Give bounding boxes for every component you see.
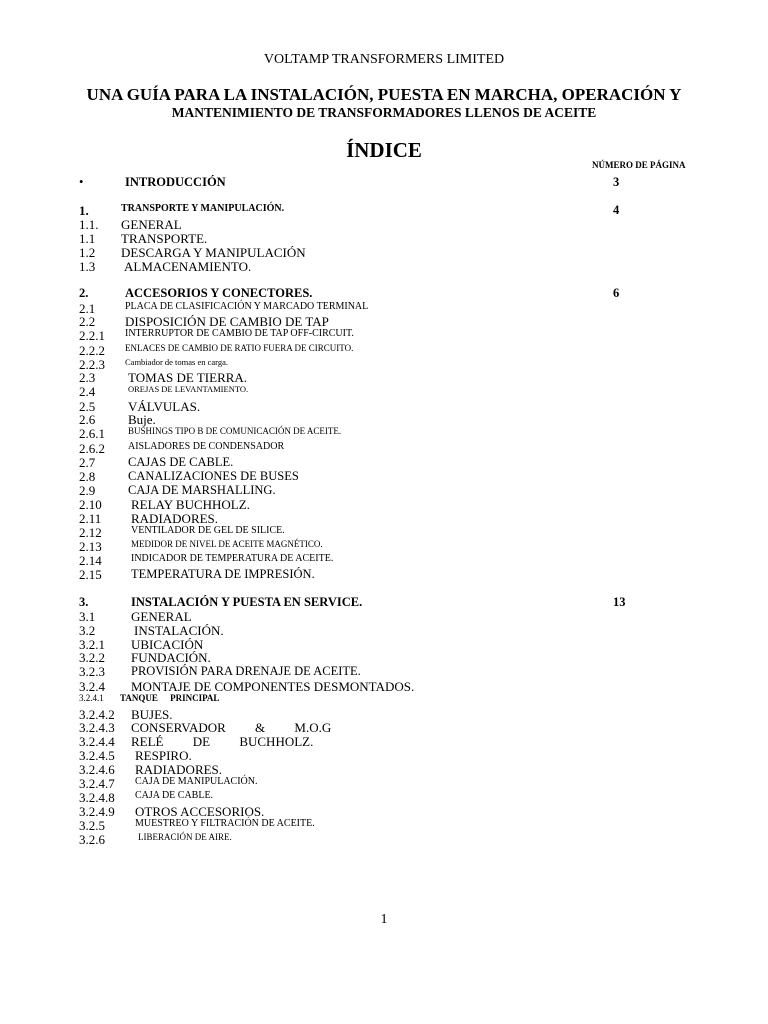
toc-label: RESPIRO. bbox=[135, 748, 192, 763]
toc-label: CAJA DE MANIPULACIÓN. bbox=[135, 776, 258, 787]
toc-number: 3.2.4.9 bbox=[79, 804, 115, 819]
toc-label: TOMAS DE TIERRA. bbox=[128, 370, 248, 385]
toc-label: TRANSPORTE Y MANIPULACIÓN. bbox=[121, 203, 285, 214]
toc-label: TANQUE PRINCIPAL bbox=[120, 693, 220, 703]
toc-number: 2.2.1 bbox=[79, 328, 105, 343]
document-title-line-2: MANTENIMIENTO DE TRANSFORMADORES LLENOS DE ACEITE bbox=[171, 105, 597, 120]
toc-label: ACCESORIOS Y CONECTORES. bbox=[125, 286, 313, 300]
toc-number: 3.1 bbox=[79, 609, 96, 624]
toc-number: • bbox=[79, 175, 84, 189]
toc-number: 3.2 bbox=[79, 623, 96, 638]
toc-number: 1.1. bbox=[79, 217, 99, 232]
toc-label: AISLADORES DE CONDENSADOR bbox=[128, 441, 285, 452]
index-heading: ÍNDICE bbox=[346, 138, 422, 162]
toc-label: BUJES. bbox=[131, 707, 173, 722]
toc-label: LIBERACIÓN DE AIRE. bbox=[138, 832, 232, 842]
toc-number: 1.2 bbox=[79, 245, 96, 260]
toc-label: INSTALACIÓN. bbox=[134, 623, 224, 638]
toc-number: 3.2.4.4 bbox=[79, 734, 115, 749]
toc-label: RADIADORES. bbox=[131, 511, 219, 526]
toc-number: 2. bbox=[79, 286, 89, 300]
toc-label: GENERAL bbox=[121, 217, 182, 232]
toc-label: INSTALACIÓN Y PUESTA EN SERVICE. bbox=[131, 595, 363, 609]
toc-number: 2.13 bbox=[79, 539, 102, 554]
toc-number: 2.10 bbox=[79, 497, 102, 512]
toc-number: 2.6.2 bbox=[79, 441, 105, 456]
toc-label: INTRODUCCIÓN bbox=[125, 175, 226, 189]
toc-page: 4 bbox=[613, 203, 620, 217]
toc-number: 3.2.4.3 bbox=[79, 720, 115, 735]
page-column-header: NÚMERO DE PÁGINA bbox=[592, 160, 686, 170]
toc-label: OREJAS DE LEVANTAMIENTO. bbox=[128, 384, 249, 394]
toc-label: INDICADOR DE TEMPERATURA DE ACEITE. bbox=[131, 553, 334, 564]
toc-label: TRANSPORTE. bbox=[121, 231, 208, 246]
toc-label: PROVISIÓN PARA DRENAJE DE ACEITE. bbox=[131, 664, 361, 678]
page-number: 1 bbox=[380, 912, 388, 927]
toc-label: RELAY BUCHHOLZ. bbox=[131, 497, 250, 512]
toc-number: 2.9 bbox=[79, 483, 96, 498]
toc-number: 2.3 bbox=[79, 370, 96, 385]
toc-number: 3.2.6 bbox=[79, 832, 105, 847]
toc-number: 3.2.4.2 bbox=[79, 707, 115, 722]
toc-number: 2.8 bbox=[79, 469, 96, 484]
toc-number: 2.15 bbox=[79, 567, 102, 582]
toc-number: 3.2.4.5 bbox=[79, 748, 115, 763]
toc-number: 2.2.2 bbox=[79, 343, 105, 358]
toc-number: 2.6.1 bbox=[79, 426, 105, 441]
toc-label: CAJA DE MARSHALLING. bbox=[128, 483, 276, 497]
toc-number: 2.7 bbox=[79, 455, 96, 470]
toc-label: VÁLVULAS. bbox=[128, 399, 201, 414]
toc-page: 6 bbox=[613, 286, 620, 300]
toc-label: DESCARGA Y MANIPULACIÓN bbox=[121, 245, 306, 260]
toc-number: 1.1 bbox=[79, 231, 96, 246]
toc-label: CAJA DE CABLE. bbox=[135, 790, 214, 801]
toc-number: 2.14 bbox=[79, 553, 102, 568]
toc-label: CAJAS DE CABLE. bbox=[128, 455, 234, 469]
toc-page: 3 bbox=[613, 175, 620, 189]
toc-label: RADIADORES. bbox=[135, 762, 223, 777]
toc-label: BUSHINGS TIPO B DE COMUNICACIÓN DE ACEITE. bbox=[128, 426, 342, 436]
toc-number: 3.2.1 bbox=[79, 637, 105, 652]
toc-number: 2.12 bbox=[79, 525, 102, 540]
toc-label: OTROS ACCESORIOS. bbox=[135, 804, 265, 819]
toc-label: MUESTREO Y FILTRACIÓN DE ACEITE. bbox=[135, 818, 315, 829]
toc-number: 3. bbox=[79, 595, 89, 609]
toc-number: 3.2.4 bbox=[79, 679, 105, 694]
company-name: VOLTAMP TRANSFORMERS LIMITED bbox=[263, 52, 505, 67]
toc-label: ENLACES DE CAMBIO DE RATIO FUERA DE CIRCUITO. bbox=[125, 343, 354, 353]
toc-number: 3.2.4.7 bbox=[79, 776, 115, 791]
toc-label: MEDIDOR DE NIVEL DE ACEITE MAGNÉTICO. bbox=[131, 539, 323, 549]
toc-label: ALMACENAMIENTO. bbox=[124, 259, 252, 274]
toc-number: 1.3 bbox=[79, 259, 96, 274]
toc-label: DISPOSICIÓN DE CAMBIO DE TAP bbox=[125, 314, 329, 329]
toc-number: 2.2 bbox=[79, 314, 96, 329]
toc-number: 3.2.4.6 bbox=[79, 762, 115, 777]
toc-number: 3.2.4.8 bbox=[79, 790, 115, 805]
toc-number: 2.6 bbox=[79, 412, 96, 427]
document-title-line-1: UNA GUÍA PARA LA INSTALACIÓN, PUESTA EN MARCHA, OPERACIÓN Y bbox=[86, 85, 682, 104]
toc-label: UBICACIÓN bbox=[131, 637, 204, 652]
toc-label: VENTILADOR DE GEL DE SILICE. bbox=[131, 525, 285, 536]
toc-label: PLACA DE CLASIFICACIÓN Y MARCADO TERMINAL bbox=[125, 301, 369, 312]
toc-number: 2.1 bbox=[79, 301, 96, 316]
toc-label: CONSERVADOR & M.O.G bbox=[131, 720, 332, 735]
toc-number: 3.2.5 bbox=[79, 818, 105, 833]
toc-page: 13 bbox=[613, 595, 626, 609]
toc-label: Buje. bbox=[128, 412, 156, 427]
toc-label: CANALIZACIONES DE BUSES bbox=[128, 469, 299, 483]
toc-label: Cambiador de tomas en carga. bbox=[125, 357, 228, 367]
toc-label: MONTAJE DE COMPONENTES DESMONTADOS. bbox=[131, 679, 415, 694]
toc-number: 2.11 bbox=[79, 511, 102, 526]
toc-number: 3.2.4.1 bbox=[79, 693, 104, 703]
toc-number: 3.2.2 bbox=[79, 650, 105, 665]
toc-number: 2.2.3 bbox=[79, 357, 105, 372]
toc-number: 3.2.3 bbox=[79, 664, 105, 679]
toc-number: 2.5 bbox=[79, 399, 96, 414]
toc-label: GENERAL bbox=[131, 609, 192, 624]
toc-number: 2.4 bbox=[79, 384, 96, 399]
toc-label: FUNDACIÓN. bbox=[131, 650, 211, 665]
toc-label: INTERRUPTOR DE CAMBIO DE TAP OFF-CIRCUIT. bbox=[125, 328, 354, 339]
toc-number: 1. bbox=[79, 203, 89, 218]
toc-label: TEMPERATURA DE IMPRESIÓN. bbox=[131, 567, 315, 581]
toc-label: RELÉ DE BUCHHOLZ. bbox=[131, 734, 314, 749]
